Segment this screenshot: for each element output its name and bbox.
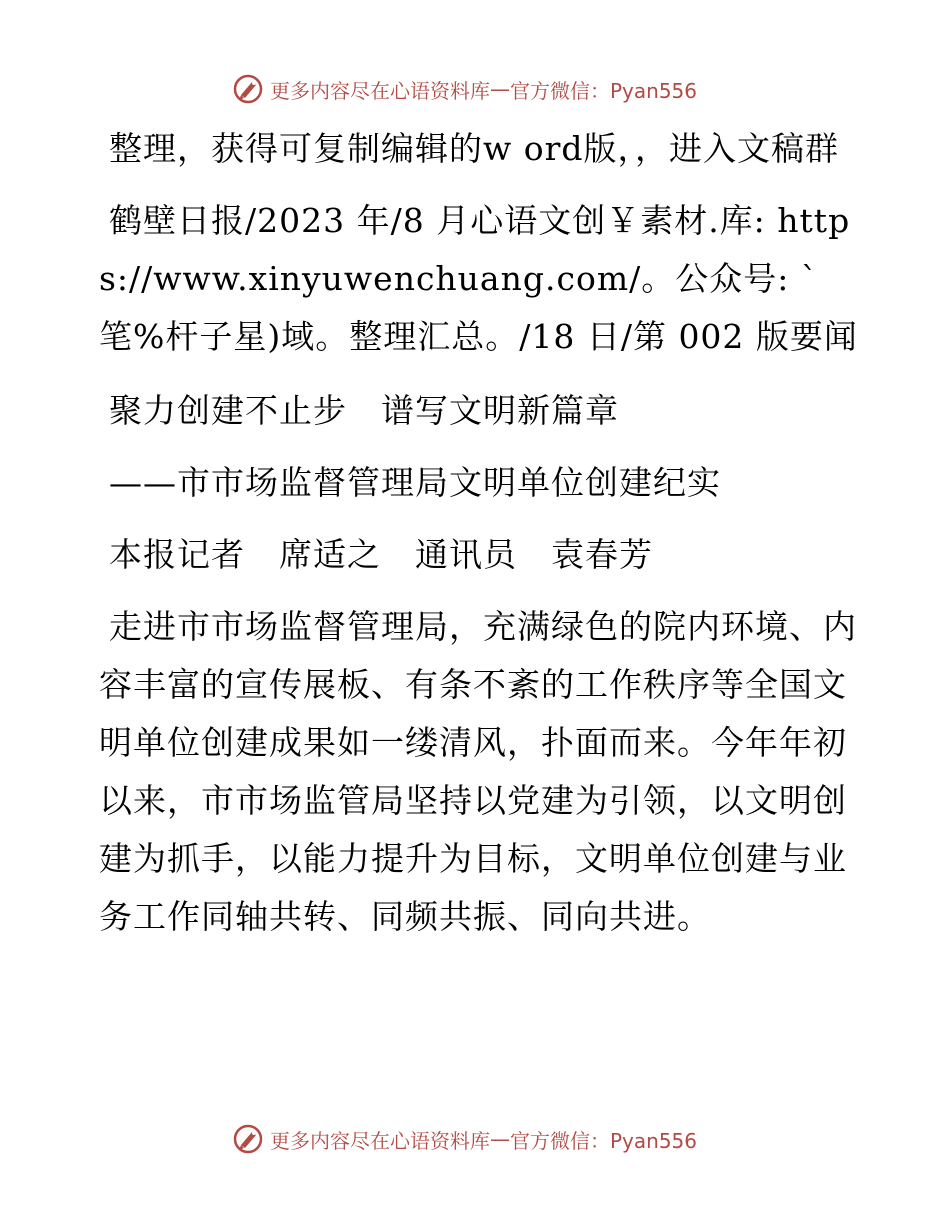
header-banner-text: 更多内容尽在心语资料库: [270, 78, 490, 103]
pen-logo-icon: [232, 73, 264, 105]
article-subtitle: ——市市场监督管理局文明单位创建纪实: [109, 463, 721, 502]
pen-logo-icon: [232, 1123, 264, 1155]
footer-banner-contact: 官方微信：Pyan556: [510, 1128, 698, 1153]
paragraph-body: 走进市市场监督管理局，充满绿色的院内环境、内容丰富的宣传展板、有条不紊的工作秩序等全国文明单位创建成果如一缕清风，扑面而来。今年年初以来，市市场监管局坚持以党建为引领，以文明创建为抓手，以能力提升为目标，文明单位创建与业务工作同轴共转、同频共振、同向共进。: [99, 607, 857, 936]
footer-banner-text: 更多内容尽在心语资料库: [270, 1128, 490, 1153]
paragraph-intro: 整理，获得可复制编辑的w ord版，，进入文稿群: [109, 129, 840, 168]
document-body: [99, 120, 859, 962]
article-byline: 本报记者 席适之 通讯员 袁春芳: [109, 535, 653, 574]
paragraph-source: 鹤壁日报/2023 年/8 月心语文创￥素材.库: https://www.xinyuwenchuang.com/。公众号: `笔%杆子星)域。整理汇总。/18 日/第 002 版要闻: [99, 201, 858, 356]
header-banner: [232, 72, 697, 106]
header-banner-separator: —: [490, 77, 510, 101]
footer-banner: [232, 1122, 697, 1156]
header-banner-contact: 官方微信：Pyan556: [510, 78, 698, 103]
footer-banner-separator: —: [490, 1127, 510, 1151]
article-title: 聚力创建不止步 谱写文明新篇章: [109, 391, 619, 430]
